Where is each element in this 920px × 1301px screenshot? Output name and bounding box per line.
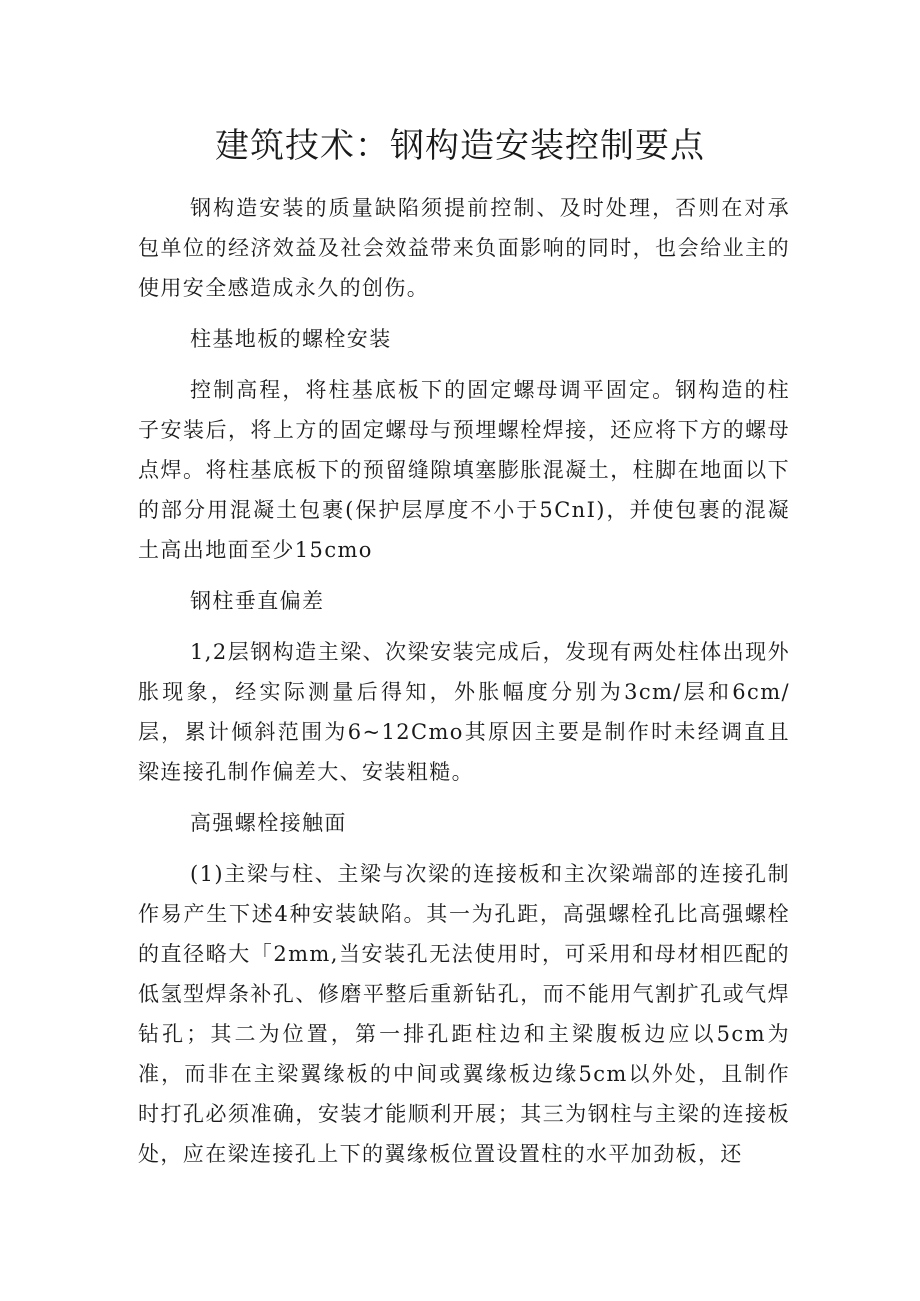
section-heading-anchor-bolts: 柱基地板的螺栓安装 [190, 327, 392, 351]
document-title: 建筑技术：钢构造安装控制要点 [215, 126, 705, 166]
paragraph-anchor-bolts: 控制高程，将柱基底板下的固定螺母调平固定。钢构造的柱子安装后，将上方的固定螺母与预埋螺栓焊接，还应将下方的螺母点焊。将柱基底板下的预留缝隙填塞膨胀混凝土，柱脚在地面以下的部分用混凝土包裹(保护层厚度不小于5CnI)，并使包裹的混凝土高出地面至少15cmo [138, 378, 790, 562]
section-heading-bolt-contact-surface: 高强螺栓接触面 [190, 811, 347, 835]
section-heading-column-deviation: 钢柱垂直偏差 [190, 589, 325, 613]
document-body [138, 188, 790, 1174]
paragraph-column-deviation: 1,2层钢构造主梁、次梁安装完成后，发现有两处柱体出现外胀现象，经实际测量后得知，外胀幅度分别为3cm/层和6cm/层，累计倾斜范围为6~12Cmo其原因主要是制作时未经调直且梁连接孔制作偏差大、安装粗糙。 [138, 640, 790, 784]
paragraph-bolt-contact-surface: (1)主梁与柱、主梁与次梁的连接板和主次梁端部的连接孔制作易产生下述4种安装缺陷。其一为孔距，高强螺栓孔比高强螺栓的直径略大「2mm,当安装孔无法使用时，可采用和母材相匹配的低氢型焊条补孔、修磨平整后重新钻孔，而不能用气割扩孔或气焊钻孔；其二为位置，第一排孔距柱边和主梁腹板边应以5cm为准，而非在主梁翼缘板的中间或翼缘板边缘5cm以外处，且制作时打孔必须准确，安装才能顺利开展；其三为钢柱与主梁的连接板处，应在梁连接孔上下的翼缘板位置设置柱的水平加劲板，还 [138, 862, 790, 1166]
intro-paragraph: 钢构造安装的质量缺陷须提前控制、及时处理，否则在对承包单位的经济效益及社会效益带来负面影响的同时，也会给业主的使用安全感造成永久的创伤。 [138, 196, 790, 300]
